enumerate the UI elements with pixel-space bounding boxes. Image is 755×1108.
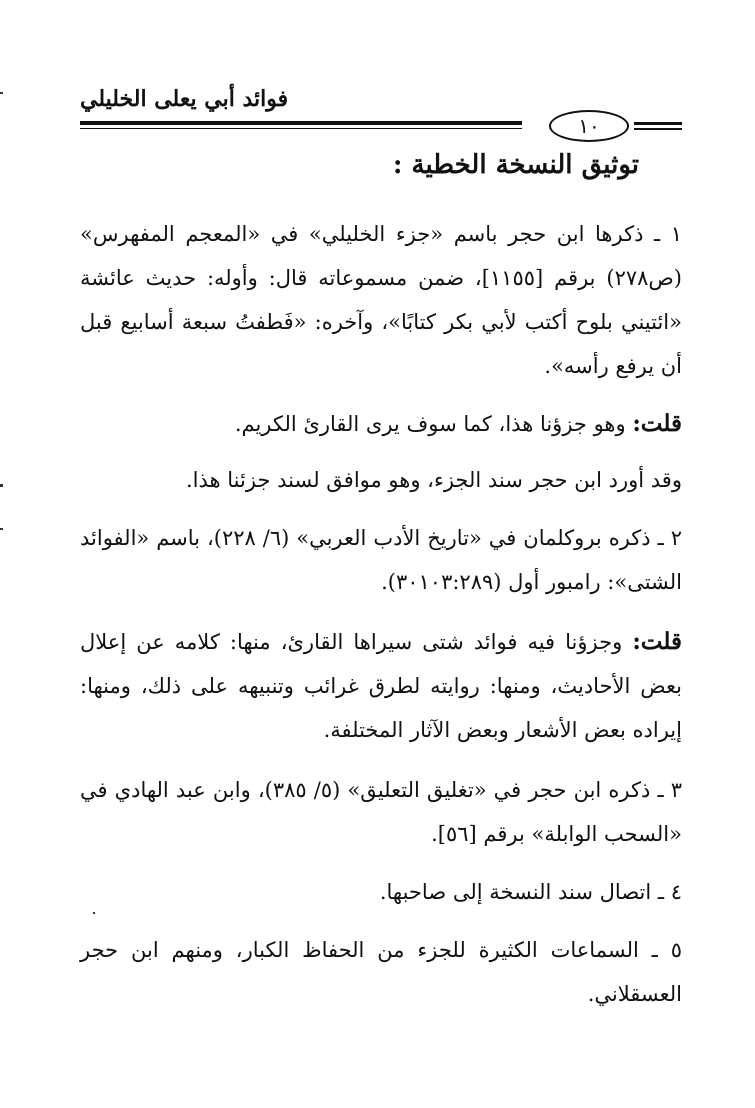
header-rule-right-thick [634, 122, 682, 125]
paragraph-6: ٣ ـ ذكره ابن حجر في «تغليق التعليق» (٥/ ٣٨٥)، وابن عبد الهادي في «السحب الوابلة» برقم [٥٦]. [80, 778, 682, 846]
section-title: توثيق النسخة الخطية : [392, 150, 639, 180]
paragraph-5 [80, 620, 682, 752]
paragraph-2-keyword: قلت: [632, 410, 682, 437]
scan-mark [0, 484, 3, 487]
paragraph-2-text: وهو جزؤنا هذا، كما سوف يرى القارئ الكريم. [234, 412, 633, 436]
paragraph-3: وقد أورد ابن حجر سند الجزء، وهو موافق لسند جزئنا هذا. [186, 468, 682, 492]
scan-mark [0, 92, 3, 94]
scan-mark [93, 912, 95, 914]
header-rule-thin [80, 128, 522, 129]
paragraph-8: ٥ ـ السماعات الكثيرة للجزء من الحفاظ الكبار، ومنهم ابن حجر العسقلاني. [80, 938, 682, 1006]
scan-mark [0, 528, 3, 530]
running-header-title: فوائد أبي يعلى الخليلي [80, 86, 289, 112]
paragraph-5-text: وجزؤنا فيه فوائد شتى سيراها القارئ، منها: كلامه عن إعلال بعض الأحاديث، ومنها: روايته لطرق غرائب وتنبيهه على ذلك، ومنها: إيراده بعض الأشعار وبعض الآثار المختلفة. [80, 630, 682, 742]
paragraph-4: ٢ ـ ذكره بروكلمان في «تاريخ الأدب العربي» (٦/ ٢٢٨)، باسم «الفوائد الشتى»: رامبور أول (٣٠١٠٣:٢٨٩). [80, 526, 682, 594]
paragraph-7: ٤ ـ اتصال سند النسخة إلى صاحبها. [379, 880, 682, 904]
paragraph-1: ١ ـ ذكرها ابن حجر باسم «جزء الخليلي» في «المعجم المفهرس» (ص٢٧٨) برقم [١١٥٥]، ضمن مسموعاته قال: وأوله: حديث عائشة «ائتيني بلوح أكتب لأبي بكر كتابًا»، وآخره: «فَطفتُ سبعة أسابيع قبل أن يرفع رأسه». [80, 222, 683, 378]
page-number: ١٠ [549, 110, 629, 142]
header-rule-thick [80, 121, 522, 125]
header-rule-right-thin [634, 128, 682, 130]
paragraph-5-keyword: قلت: [632, 628, 682, 655]
paragraph-2 [80, 402, 682, 446]
